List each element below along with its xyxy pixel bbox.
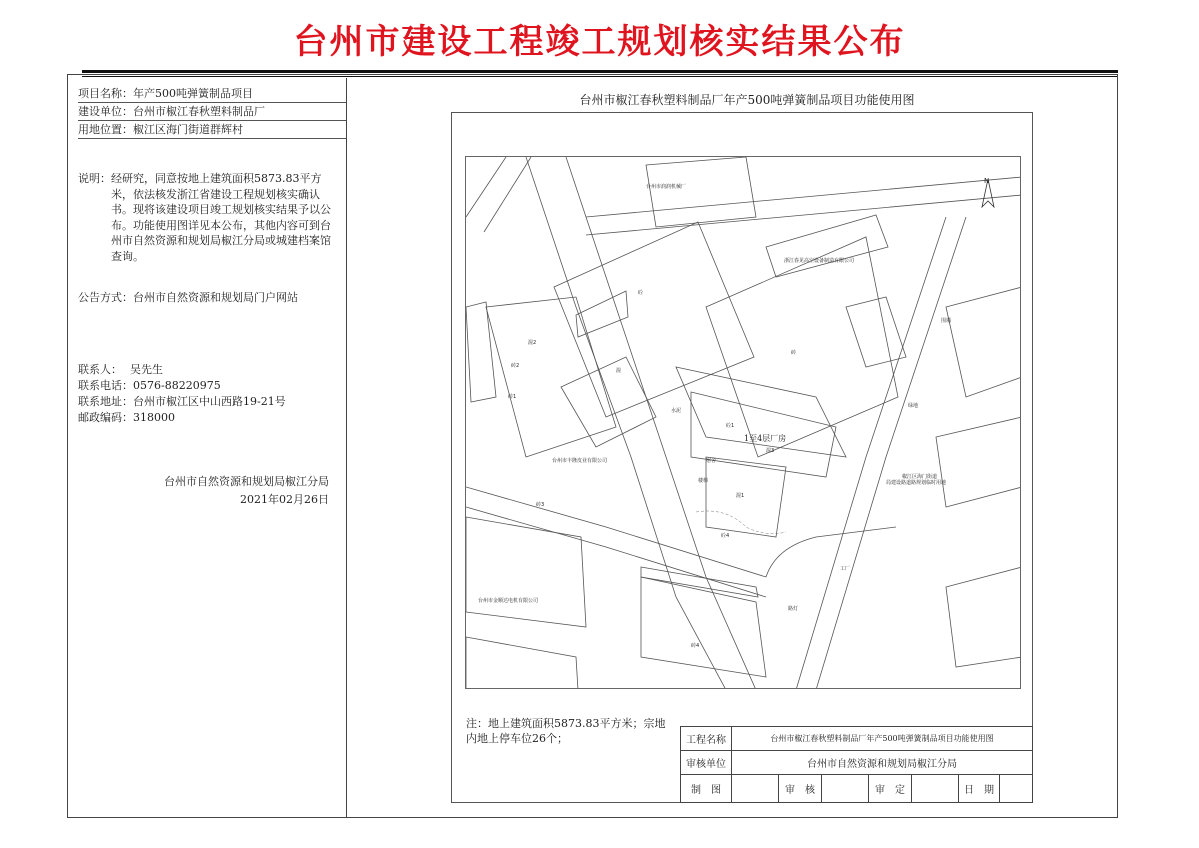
audit-value-cell xyxy=(822,775,869,803)
map-label-small: 楼梯 xyxy=(698,478,709,484)
site-location: 椒江区海门街道群辉村 xyxy=(133,123,243,136)
map-label-small: 工厂 xyxy=(840,566,851,572)
north-label: N xyxy=(984,177,990,185)
map-label-small: 砖3 xyxy=(536,502,545,508)
date-value-cell xyxy=(1000,775,1033,803)
draw-label-cell: 制 图 xyxy=(681,775,732,803)
map-label-small: 砼 xyxy=(638,290,644,296)
contact-phone-label: 联系电话： xyxy=(78,379,133,392)
build-unit-label: 建设单位： xyxy=(78,105,133,118)
map-title: 台州市椒江春秋塑料制品厂年产500吨弹簧制品项目功能使用图 xyxy=(579,93,915,107)
contact-phone-line xyxy=(78,378,340,393)
field-underline xyxy=(78,102,346,103)
project-name: 年产500吨弹簧制品项目 xyxy=(133,87,253,100)
site-plan-map xyxy=(465,156,1021,689)
header-rule xyxy=(82,70,1118,73)
map-label-company-d: 台州市金顺达电机有限公司 xyxy=(478,598,539,604)
description-label: 说明： xyxy=(78,172,111,185)
map-label-small: 混3 xyxy=(766,448,775,454)
site-label: 用地位置： xyxy=(78,123,133,136)
map-label-small: 砼4 xyxy=(721,533,730,539)
contact-address-label: 联系地址： xyxy=(78,395,133,408)
map-label-small: 砖2 xyxy=(511,363,520,369)
map-label-small: 路灯 xyxy=(788,606,799,612)
map-label-company-b: 浙江春见高空设备制造有限公司 xyxy=(784,258,855,264)
approve-value-cell xyxy=(912,775,959,803)
map-label-small: 砖4 xyxy=(691,643,700,649)
map-label-small: 砖 xyxy=(791,350,797,356)
map-label-small: 混 xyxy=(616,368,622,374)
announce-label: 公告方式： xyxy=(78,291,133,304)
project-value-cell: 台州市椒江春秋塑料制品厂年产500吨弹簧制品项目功能使用图 xyxy=(732,727,1033,751)
review-value-cell: 台州市自然资源和规划局椒江分局 xyxy=(732,751,1033,775)
contact-address: 台州市椒江区中山西路19-21号 xyxy=(133,395,286,408)
contact-person: 吴先生 xyxy=(130,363,163,376)
map-label-small: 混2 xyxy=(528,340,537,346)
map-label-small: 混1 xyxy=(736,493,745,499)
map-label-small: 砼1 xyxy=(726,423,735,429)
contact-phone: 0576-88220975 xyxy=(133,379,221,392)
field-underline xyxy=(78,138,346,139)
signature-org: 台州市自然资源和规划局椒江分局 xyxy=(164,475,329,488)
announce-value: 台州市自然资源和规划局门户网站 xyxy=(133,291,298,304)
map-label-main-factory: 1至4层厂房 xyxy=(744,434,787,443)
site-line xyxy=(78,122,340,137)
audit-label-cell: 审 核 xyxy=(779,775,822,803)
page-title: 台州市建设工程竣工规划核实结果公布 xyxy=(293,22,906,62)
project-name-line xyxy=(78,86,340,101)
map-label-company-c: 台州市丰隆皮业有限公司 xyxy=(552,458,608,464)
field-underline xyxy=(78,120,346,121)
contact-person-line xyxy=(78,362,340,377)
site-plan-drawing xyxy=(466,157,1021,689)
map-label-small: 绿地 xyxy=(908,403,919,409)
build-unit-line xyxy=(78,104,340,119)
contact-person-label: 联系人： xyxy=(78,363,122,376)
contact-zip-label: 邮政编码： xyxy=(78,411,133,424)
map-label-small: 宿舍 xyxy=(706,458,717,464)
contact-zip: 318000 xyxy=(133,411,175,424)
contact-address-line xyxy=(78,394,340,409)
map-label-company-e: 椒江区海门街道 xyxy=(902,474,938,480)
description-block xyxy=(78,171,340,264)
map-label-small: 水泥 xyxy=(671,408,682,414)
map-label-company-e2: 局建设路道路规划临时用地 xyxy=(886,480,947,486)
description-text: 经研究，同意按地上建筑面积5873.83平方米，依法核发浙江省建设工程规划核实确认书。现将该建设项目竣工规划核实结果予以公布。功能使用图详见本公布，其他内容可到台州市自然资源和规划局椒江分局或城建档案馆查询。 xyxy=(111,172,331,263)
title-block xyxy=(680,726,1033,803)
build-unit: 台州市椒江春秋塑料制品厂 xyxy=(133,105,265,118)
map-label-small: 砖1 xyxy=(508,394,517,400)
draw-value-cell xyxy=(732,775,779,803)
approve-label-cell: 审 定 xyxy=(869,775,912,803)
project-label-cell: 工程名称 xyxy=(681,727,732,751)
announce-line xyxy=(78,290,340,305)
project-name-label: 项目名称： xyxy=(78,87,133,100)
review-label-cell: 审核单位 xyxy=(681,751,732,775)
column-divider xyxy=(346,78,347,818)
area-note: 注：地上建筑面积5873.83平方米；宗地内地上停车位26个； xyxy=(466,717,666,745)
map-label-small: 围墙 xyxy=(941,318,952,324)
map-label-company-a: 台州市润润机械厂 xyxy=(646,184,687,190)
signature-date: 2021年02月26日 xyxy=(240,493,329,506)
date-label-cell: 日 期 xyxy=(959,775,1000,803)
contact-zip-line xyxy=(78,410,340,425)
